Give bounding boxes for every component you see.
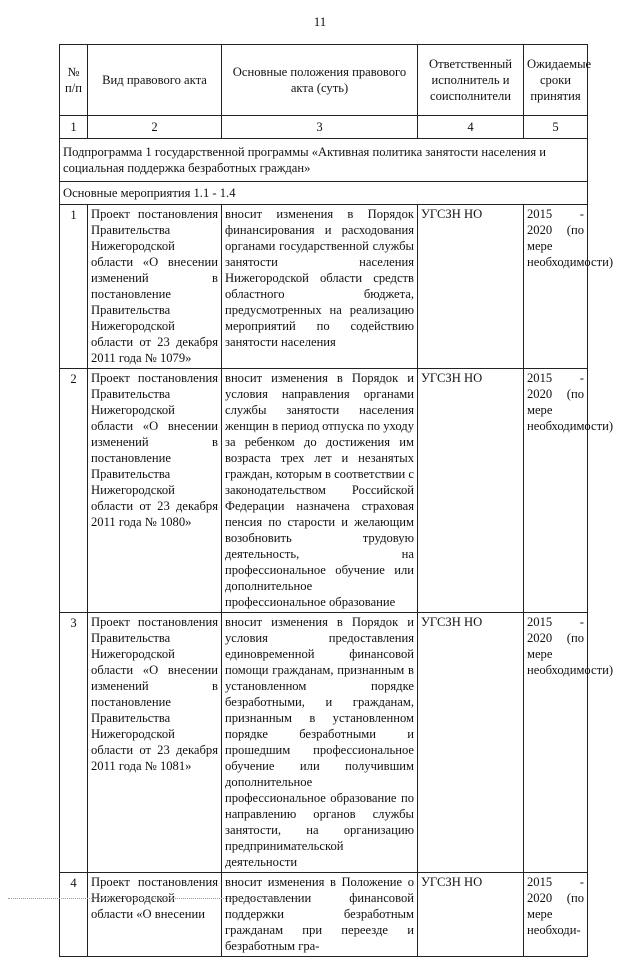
row-number: 4: [60, 873, 88, 957]
summary-cell: вносит изменения в Порядок и условия направления органами службы занятости населения женщин в период отпуска по уходу за ребенком до достижения им возраста трех лет и незанятых граждан, которым в соответствии с законодательством Российской Федерации назначена страховая пенсия по старости и желающим возобновить трудовую деятельность, на профессиональное обучение или дополнительное профессиональное образование: [222, 369, 418, 613]
column-number: 4: [418, 116, 524, 139]
row-number: 3: [60, 613, 88, 873]
deadline-cell: 2015 - 2020 (по мере необходимости): [524, 369, 588, 613]
header-act-type: Вид правового акта: [88, 45, 222, 116]
table-header-row: [60, 45, 588, 116]
column-number: 5: [524, 116, 588, 139]
main-measures-title: Основные мероприятия 1.1 - 1.4: [60, 182, 588, 205]
column-number: 2: [88, 116, 222, 139]
table-row: [60, 873, 588, 957]
header-num: № п/п: [60, 45, 88, 116]
deadline-cell: 2015 - 2020 (по мере необходи-: [524, 873, 588, 957]
row-number: 1: [60, 205, 88, 369]
table-row: [60, 613, 588, 873]
header-summary: Основные положения правового акта (суть): [222, 45, 418, 116]
executor-cell: УГСЗН НО: [418, 369, 524, 613]
executor-cell: УГСЗН НО: [418, 613, 524, 873]
summary-cell: вносит изменения в Порядок и условия предоставления единовременной финансовой помощи гражданам, признанным в установленном порядке безработными, и гражданам, признанным в установленном порядке безработными и прошедшим профессиональное обучение или получившим дополнительное профессиональное образование по направлению органов службы занятости, на организацию предпринимательской деятельности: [222, 613, 418, 873]
summary-cell: вносит изменения в Положение о предоставлении финансовой поддержки безработным гражданам при переезде и безработным гра-: [222, 873, 418, 957]
act-type-cell: Проект постановления Правительства Нижегородской области «О внесении изменений в постановление Правительства Нижегородской области от 23 декабря 2011 года № 1081»: [88, 613, 222, 873]
act-type-cell: Проект постановления Нижегородской области «О внесении: [88, 873, 222, 957]
deadline-cell: 2015 - 2020 (по мере необходимости): [524, 205, 588, 369]
main-measures-row: [60, 182, 588, 205]
scan-edge-mark: [8, 898, 308, 902]
column-number-row: [60, 116, 588, 139]
executor-cell: УГСЗН НО: [418, 873, 524, 957]
column-number: 1: [60, 116, 88, 139]
row-number: 2: [60, 369, 88, 613]
page-number: 11: [313, 14, 327, 29]
column-number: 3: [222, 116, 418, 139]
subprogram-row: [60, 139, 588, 182]
header-executor: Ответственный исполнитель и соисполнители: [418, 45, 524, 116]
act-type-cell: Проект постановления Правительства Нижегородской области «О внесении изменений в постановление Правительства Нижегородской области от 23 декабря 2011 года № 1080»: [88, 369, 222, 613]
legal-acts-table: [59, 44, 614, 957]
table-row: [60, 205, 588, 369]
summary-cell: вносит изменения в Порядок финансирования и расходования органами государственной службы занятости населения Нижегородской области средств областного бюджета, предусмотренных на реализацию мероприятий по содействию занятости населения: [222, 205, 418, 369]
deadline-cell: 2015 - 2020 (по мере необходимости): [524, 613, 588, 873]
act-type-cell: Проект постановления Правительства Нижегородской области «О внесении изменений в постановление Правительства Нижегородской области от 23 декабря 2011 года № 1079»: [88, 205, 222, 369]
header-deadline: Ожидаемые сроки принятия: [524, 45, 588, 116]
subprogram-title: Подпрограмма 1 государственной программы «Активная политика занятости населения и социальная поддержка безработных граждан»: [60, 139, 588, 182]
executor-cell: УГСЗН НО: [418, 205, 524, 369]
table-row: [60, 369, 588, 613]
